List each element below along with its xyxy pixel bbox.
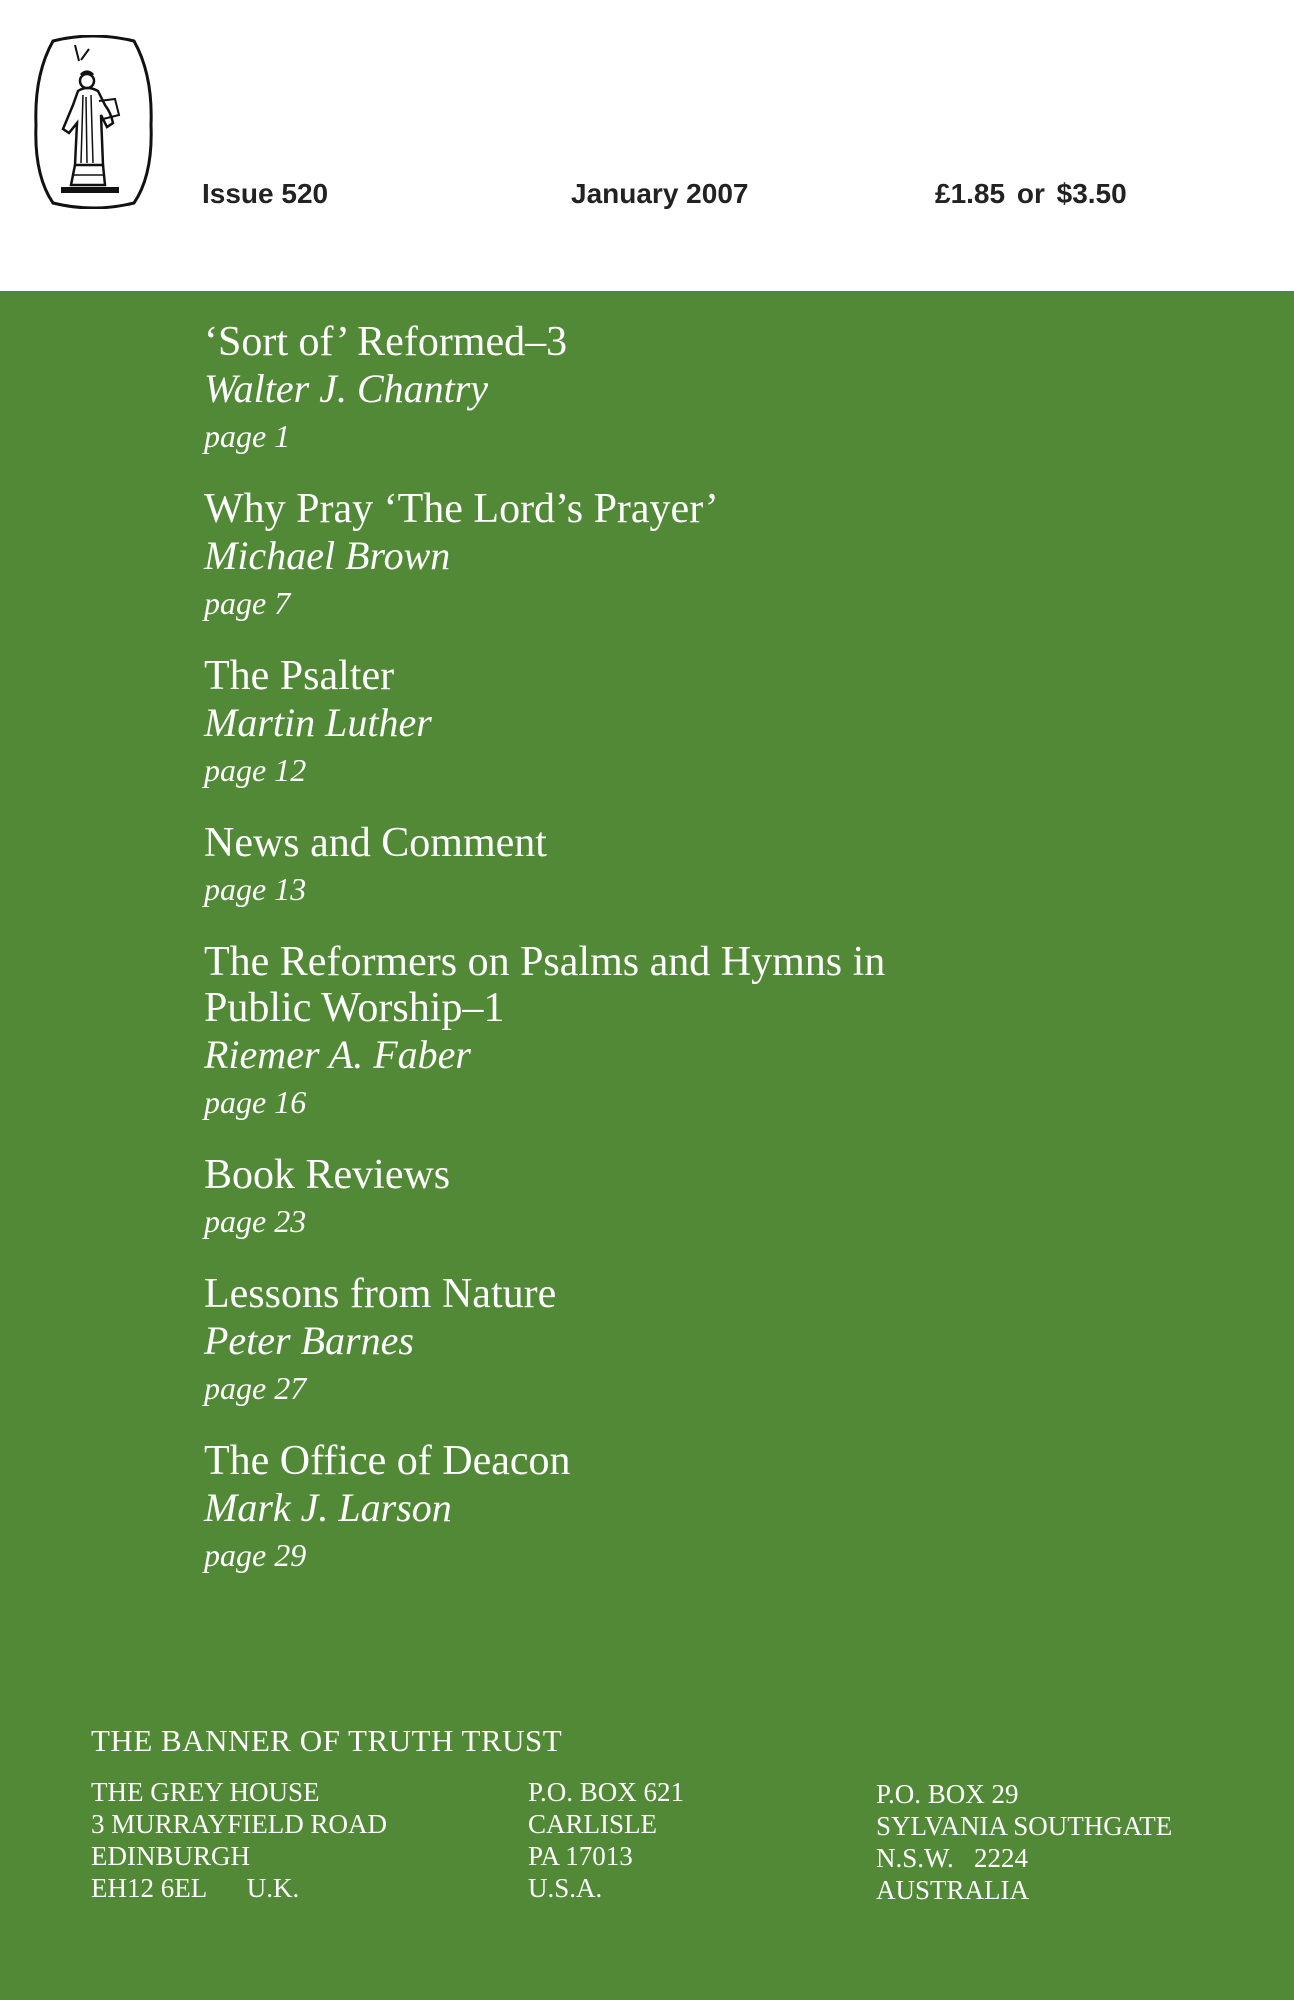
table-of-contents [204, 319, 1204, 1578]
article-author: Mark J. Larson [204, 1485, 452, 1530]
address-line: PA 17013 [528, 1841, 633, 1871]
address-line: P.O. BOX 621 [528, 1777, 685, 1807]
cover-header [0, 0, 1294, 291]
article-page: page 16 [204, 1084, 307, 1120]
contents-entry [204, 939, 1204, 1125]
address-line: EH12 6EL U.K. [91, 1873, 300, 1903]
address-line: EDINBURGH [91, 1841, 250, 1871]
address-line: 3 MURRAYFIELD ROAD [91, 1809, 388, 1839]
article-title: ‘Sort of’ Reformed–3 [204, 319, 568, 365]
contents-entry [204, 1152, 1204, 1244]
article-page: page 1 [204, 418, 291, 454]
article-title: The Office of Deacon [204, 1438, 571, 1484]
issue-price: £1.85 or $3.50 [935, 178, 1127, 209]
publisher-name: THE BANNER OF TRUTH TRUST [91, 1723, 563, 1758]
article-author: Walter J. Chantry [204, 366, 489, 411]
article-title: The Psalter [204, 653, 395, 699]
article-author: Martin Luther [204, 700, 432, 745]
article-page: page 29 [204, 1537, 307, 1573]
contents-entry [204, 653, 1204, 793]
address-line: AUSTRALIA [876, 1875, 1029, 1905]
address-uk [91, 1776, 387, 1904]
address-line: THE GREY HOUSE [91, 1777, 320, 1807]
address-line: U.S.A. [528, 1873, 603, 1903]
article-title: Lessons from Nature [204, 1271, 557, 1317]
article-title: News and Comment [204, 820, 547, 866]
article-author: Peter Barnes [204, 1318, 414, 1363]
article-page: page 13 [204, 871, 307, 907]
article-title: The Reformers on Psalms and Hymns in Public Worship–1 [204, 939, 886, 1031]
contents-entry [204, 486, 1204, 626]
address-usa [528, 1776, 684, 1904]
contents-entry [204, 319, 1204, 459]
address-line: SYLVANIA SOUTHGATE [876, 1811, 1173, 1841]
issue-number: Issue 520 [202, 178, 329, 209]
article-author: Michael Brown [204, 533, 451, 578]
article-page: page 12 [204, 752, 307, 788]
address-line: P.O. BOX 29 [876, 1779, 1019, 1809]
article-page: page 7 [204, 585, 291, 621]
contents-entry [204, 1271, 1204, 1411]
address-line: CARLISLE [528, 1809, 658, 1839]
address-australia [876, 1778, 1172, 1906]
issue-date: January 2007 [571, 178, 749, 209]
contents-entry [204, 1438, 1204, 1578]
article-title: Why Pray ‘The Lord’s Prayer’ [204, 486, 719, 532]
article-page: page 27 [204, 1370, 307, 1406]
contents-entry [204, 820, 1204, 912]
puritan-figure-seal-icon [31, 35, 156, 209]
address-line: N.S.W. 2224 [876, 1843, 1029, 1873]
article-author: Riemer A. Faber [204, 1032, 471, 1077]
article-title: Book Reviews [204, 1152, 451, 1198]
article-page: page 23 [204, 1203, 307, 1239]
